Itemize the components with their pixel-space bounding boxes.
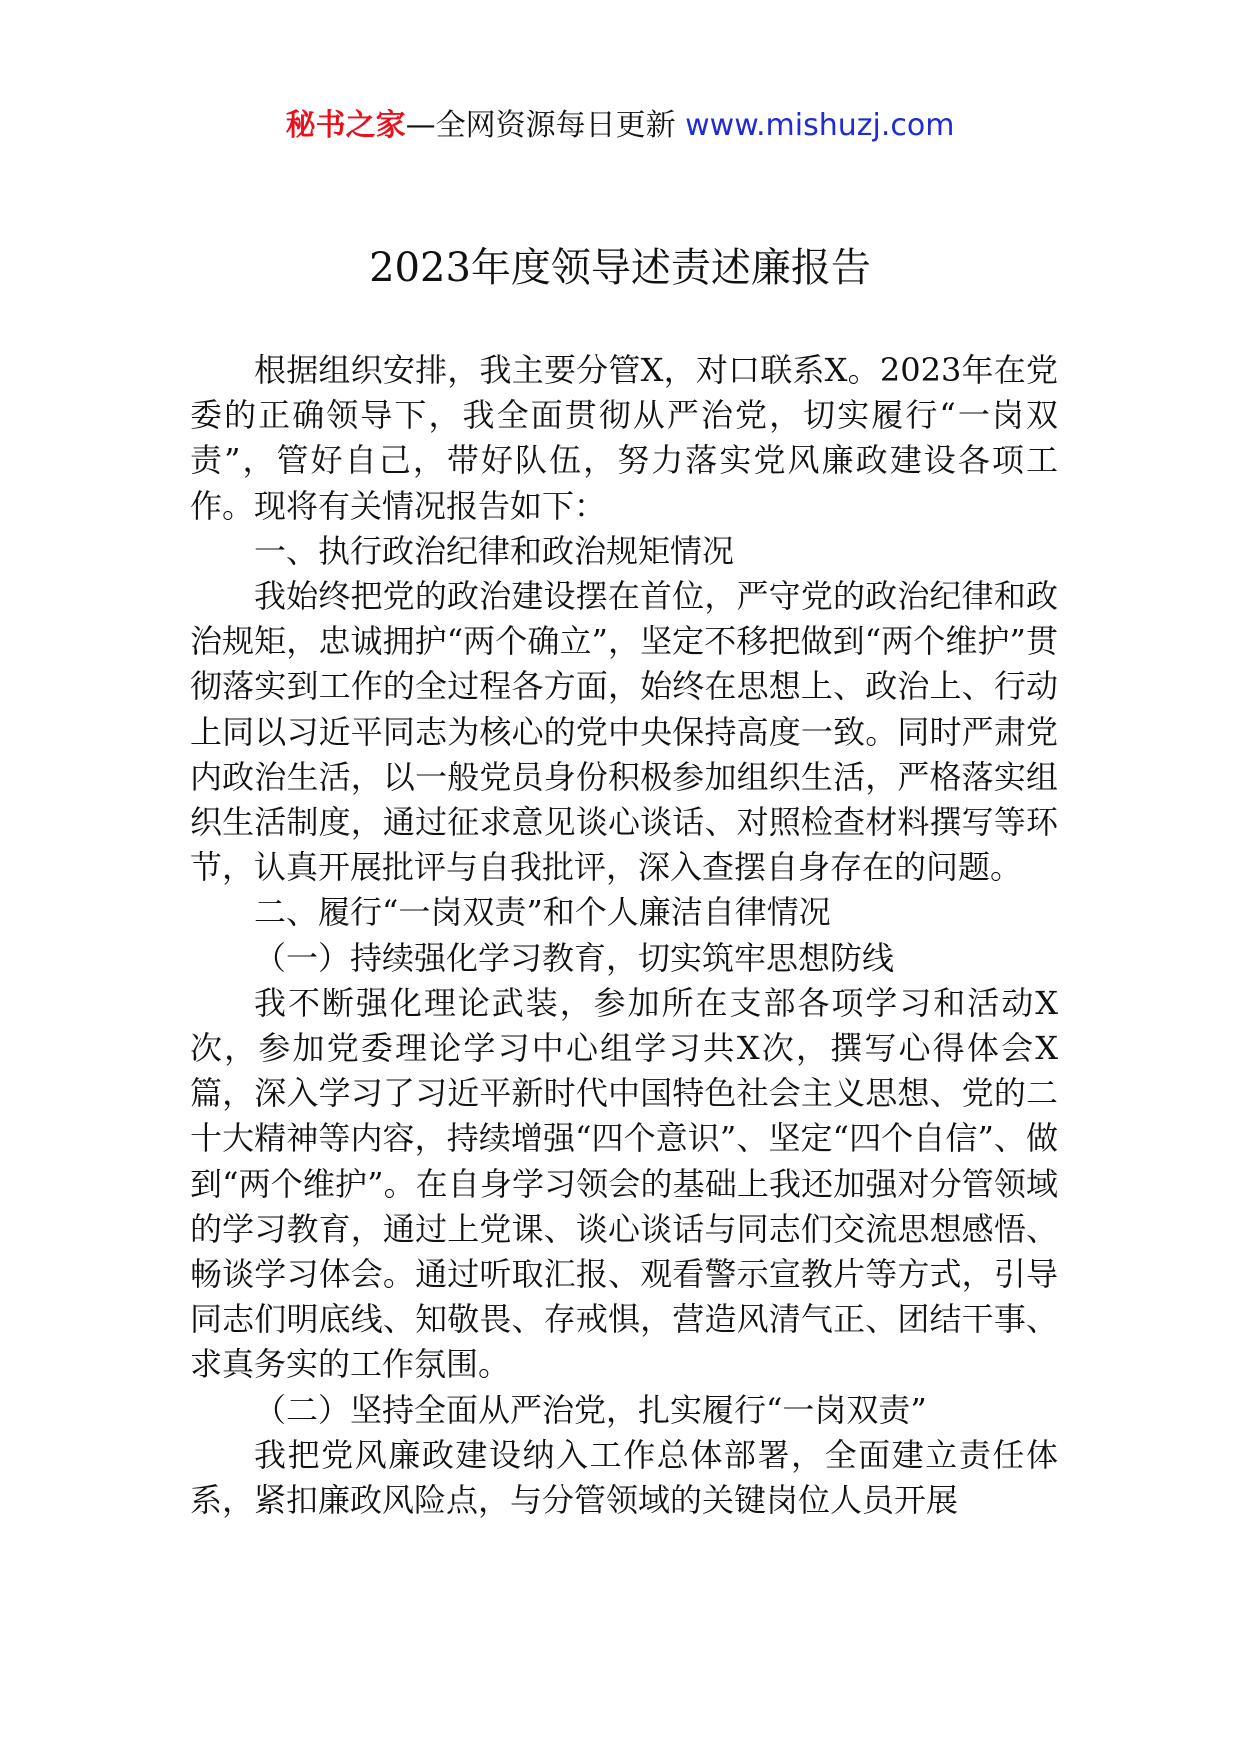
section-heading-1: 一、执行政治纪律和政治规矩情况	[254, 531, 735, 570]
subsection-heading-1: （一）持续强化学习教育，切实筑牢思想防线	[254, 938, 895, 977]
site-slogan: —全网资源每日更新	[405, 108, 686, 143]
paragraph-intro: 根据组织安排，我主要分管X，对口联系X。2023年在党委的正确领导下，我全面贯彻从严治党，切实履行“一岗双责”，管好自己，带好队伍，努力落实党风廉政建设各项工作。现将有关情况报告如下：	[190, 351, 1058, 525]
paragraph-learning: 我不断强化理论武装，参加所在支部各项学习和活动X次，参加党委理论学习中心组学习共X次，撰写心得体会X篇，深入学习了习近平新时代中国特色社会主义思想、党的二十大精神等内容，持续增强“四个意识”、坚定“四个自信”、做到“两个维护”。在自身学习领会的基础上我还加强对分管领域的学习教育，通过上党课、谈心谈话与同志们交流思想感悟、畅谈学习体会。通过听取汇报、观看警示宣教片等方式，引导同志们明底线、知敬畏、存戒惧，营造风清气正、团结干事、求真务实的工作氛围。	[190, 983, 1058, 1384]
site-header	[0, 100, 1240, 144]
document-body	[190, 348, 1058, 1523]
document-title: 2023年度领导述责述廉报告	[369, 245, 871, 291]
paragraph-political-discipline: 我始终把党的政治建设摆在首位，严守党的政治纪律和政治规矩，忠诚拥护“两个确立”，坚定不移把做到“两个维护”贯彻落实到工作的全过程各方面，始终在思想上、政治上、行动上同以习近平同志为核心的党中央保持高度一致。同时严肃党内政治生活，以一般党员身份积极参加组织生活，严格落实组织生活制度，通过征求意见谈心谈话、对照检查材料撰写等环节，认真开展批评与自我批评，深入查摆自身存在的问题。	[190, 577, 1058, 887]
brand-name: 秘书之家	[285, 108, 406, 143]
section-heading-2: 二、履行“一岗双责”和个人廉洁自律情况	[254, 893, 831, 932]
subsection-heading-2: （二）坚持全面从严治党，扎实履行“一岗双责”	[254, 1390, 927, 1429]
site-url-link[interactable]: www.mishuzj.com	[685, 108, 955, 143]
paragraph-responsibility: 我把党风廉政建设纳入工作总体部署，全面建立责任体系，紧扣廉政风险点，与分管领域的关键岗位人员开展	[190, 1435, 1058, 1520]
